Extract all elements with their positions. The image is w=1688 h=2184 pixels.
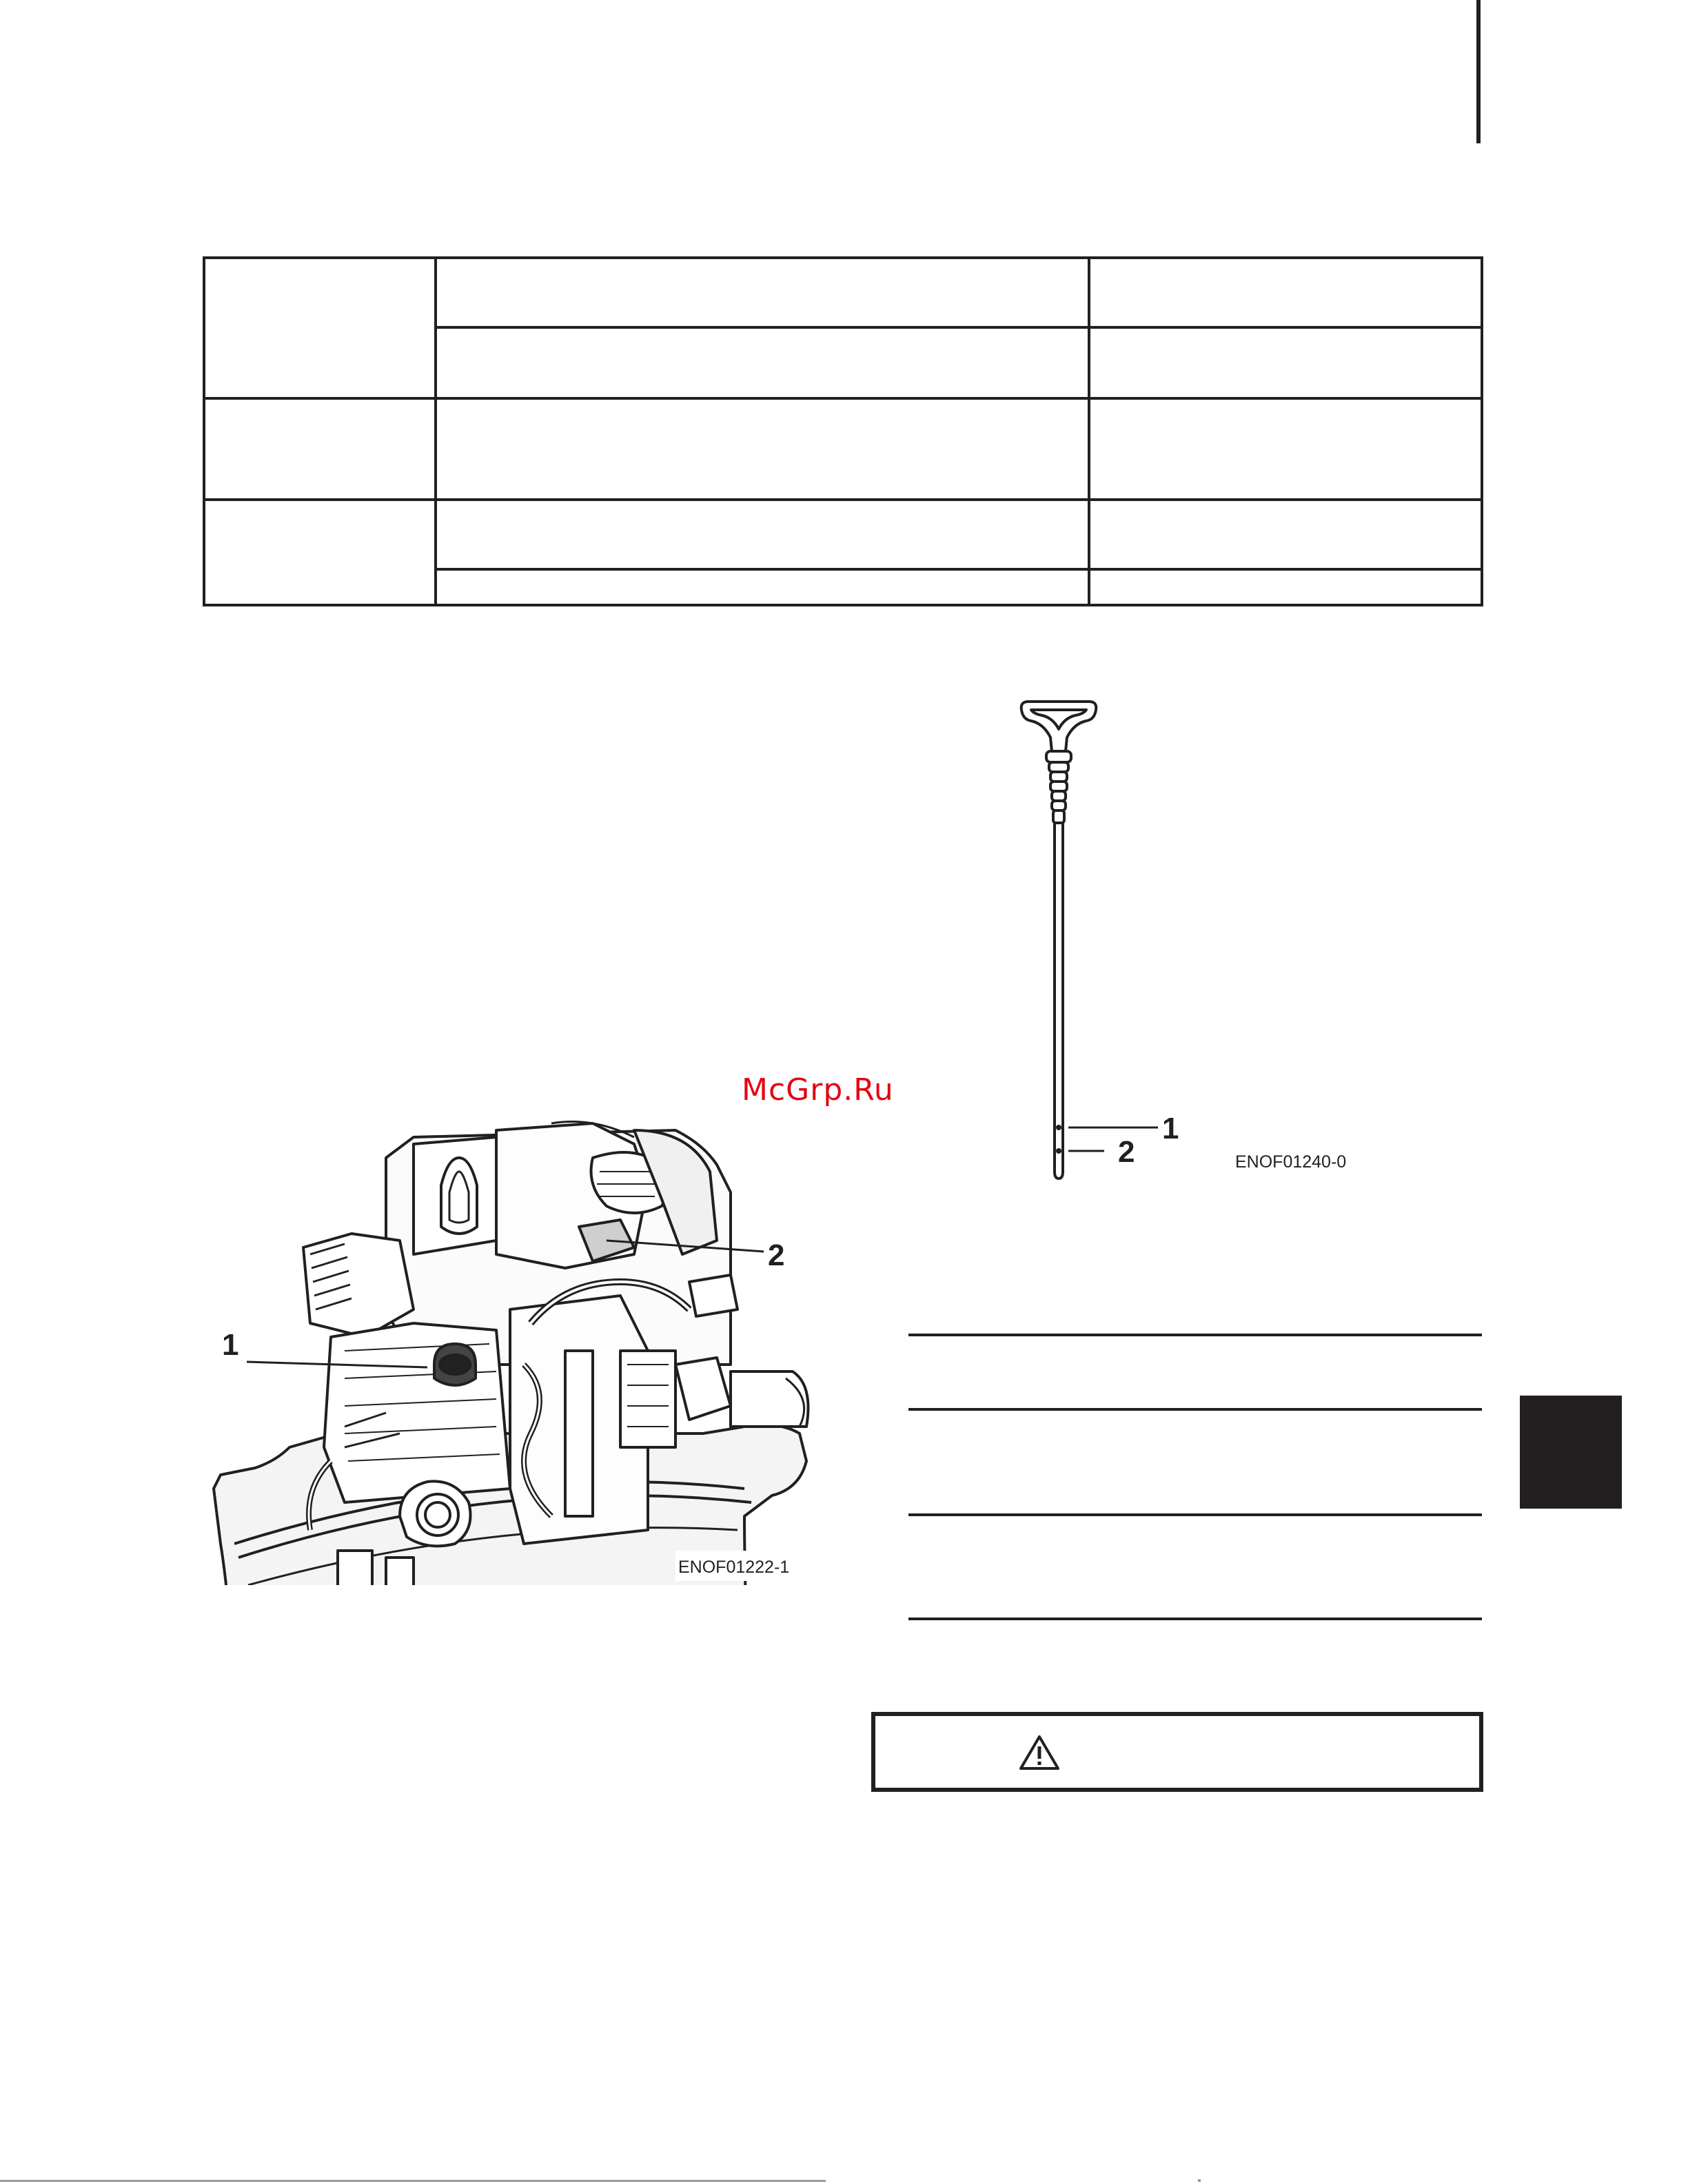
table-cell [436, 569, 1089, 605]
table-cell [1089, 258, 1482, 327]
table-cell [204, 398, 436, 500]
table-cell [436, 327, 1089, 398]
rule-line [908, 1408, 1482, 1411]
dipstick-callout-1: 1 [1162, 1112, 1179, 1145]
table-cell [436, 398, 1089, 500]
dipstick-figure-code: ENOF01240-0 [1235, 1152, 1347, 1172]
engine-figure-code: ENOF01222-1 [678, 1558, 790, 1577]
table-row [204, 500, 1482, 569]
section-tab [1520, 1396, 1622, 1509]
table-cell [1089, 569, 1482, 605]
watermark: McGrp.Ru [742, 1072, 894, 1108]
oil-filler-cap [440, 1355, 470, 1374]
engine-callout-1: 1 [222, 1328, 239, 1362]
table-cell [204, 258, 436, 398]
table-cell [1089, 500, 1482, 569]
dipstick-figure [993, 696, 1434, 1192]
footer-line [0, 2180, 826, 2182]
table-row [204, 258, 1482, 327]
rule-line [908, 1513, 1482, 1516]
engine-callout-2: 2 [768, 1238, 785, 1272]
table-cell [1089, 327, 1482, 398]
table-cell [1089, 398, 1482, 500]
engine-figure [207, 1103, 827, 1599]
table-cell [436, 258, 1089, 327]
footer-mark [1198, 2179, 1201, 2182]
table-cell [436, 500, 1089, 569]
dipstick-callout-2: 2 [1118, 1135, 1135, 1169]
rule-line [908, 1334, 1482, 1336]
dipstick-lower-mark [1056, 1148, 1061, 1154]
table-row [204, 398, 1482, 500]
spec-table [203, 256, 1483, 606]
dipstick-upper-mark [1056, 1125, 1061, 1130]
table-cell [204, 500, 436, 605]
header-vertical-rule [1476, 0, 1481, 143]
rule-line [908, 1617, 1482, 1620]
warning-triangle-icon [1019, 1734, 1060, 1771]
warning-box [871, 1712, 1483, 1792]
